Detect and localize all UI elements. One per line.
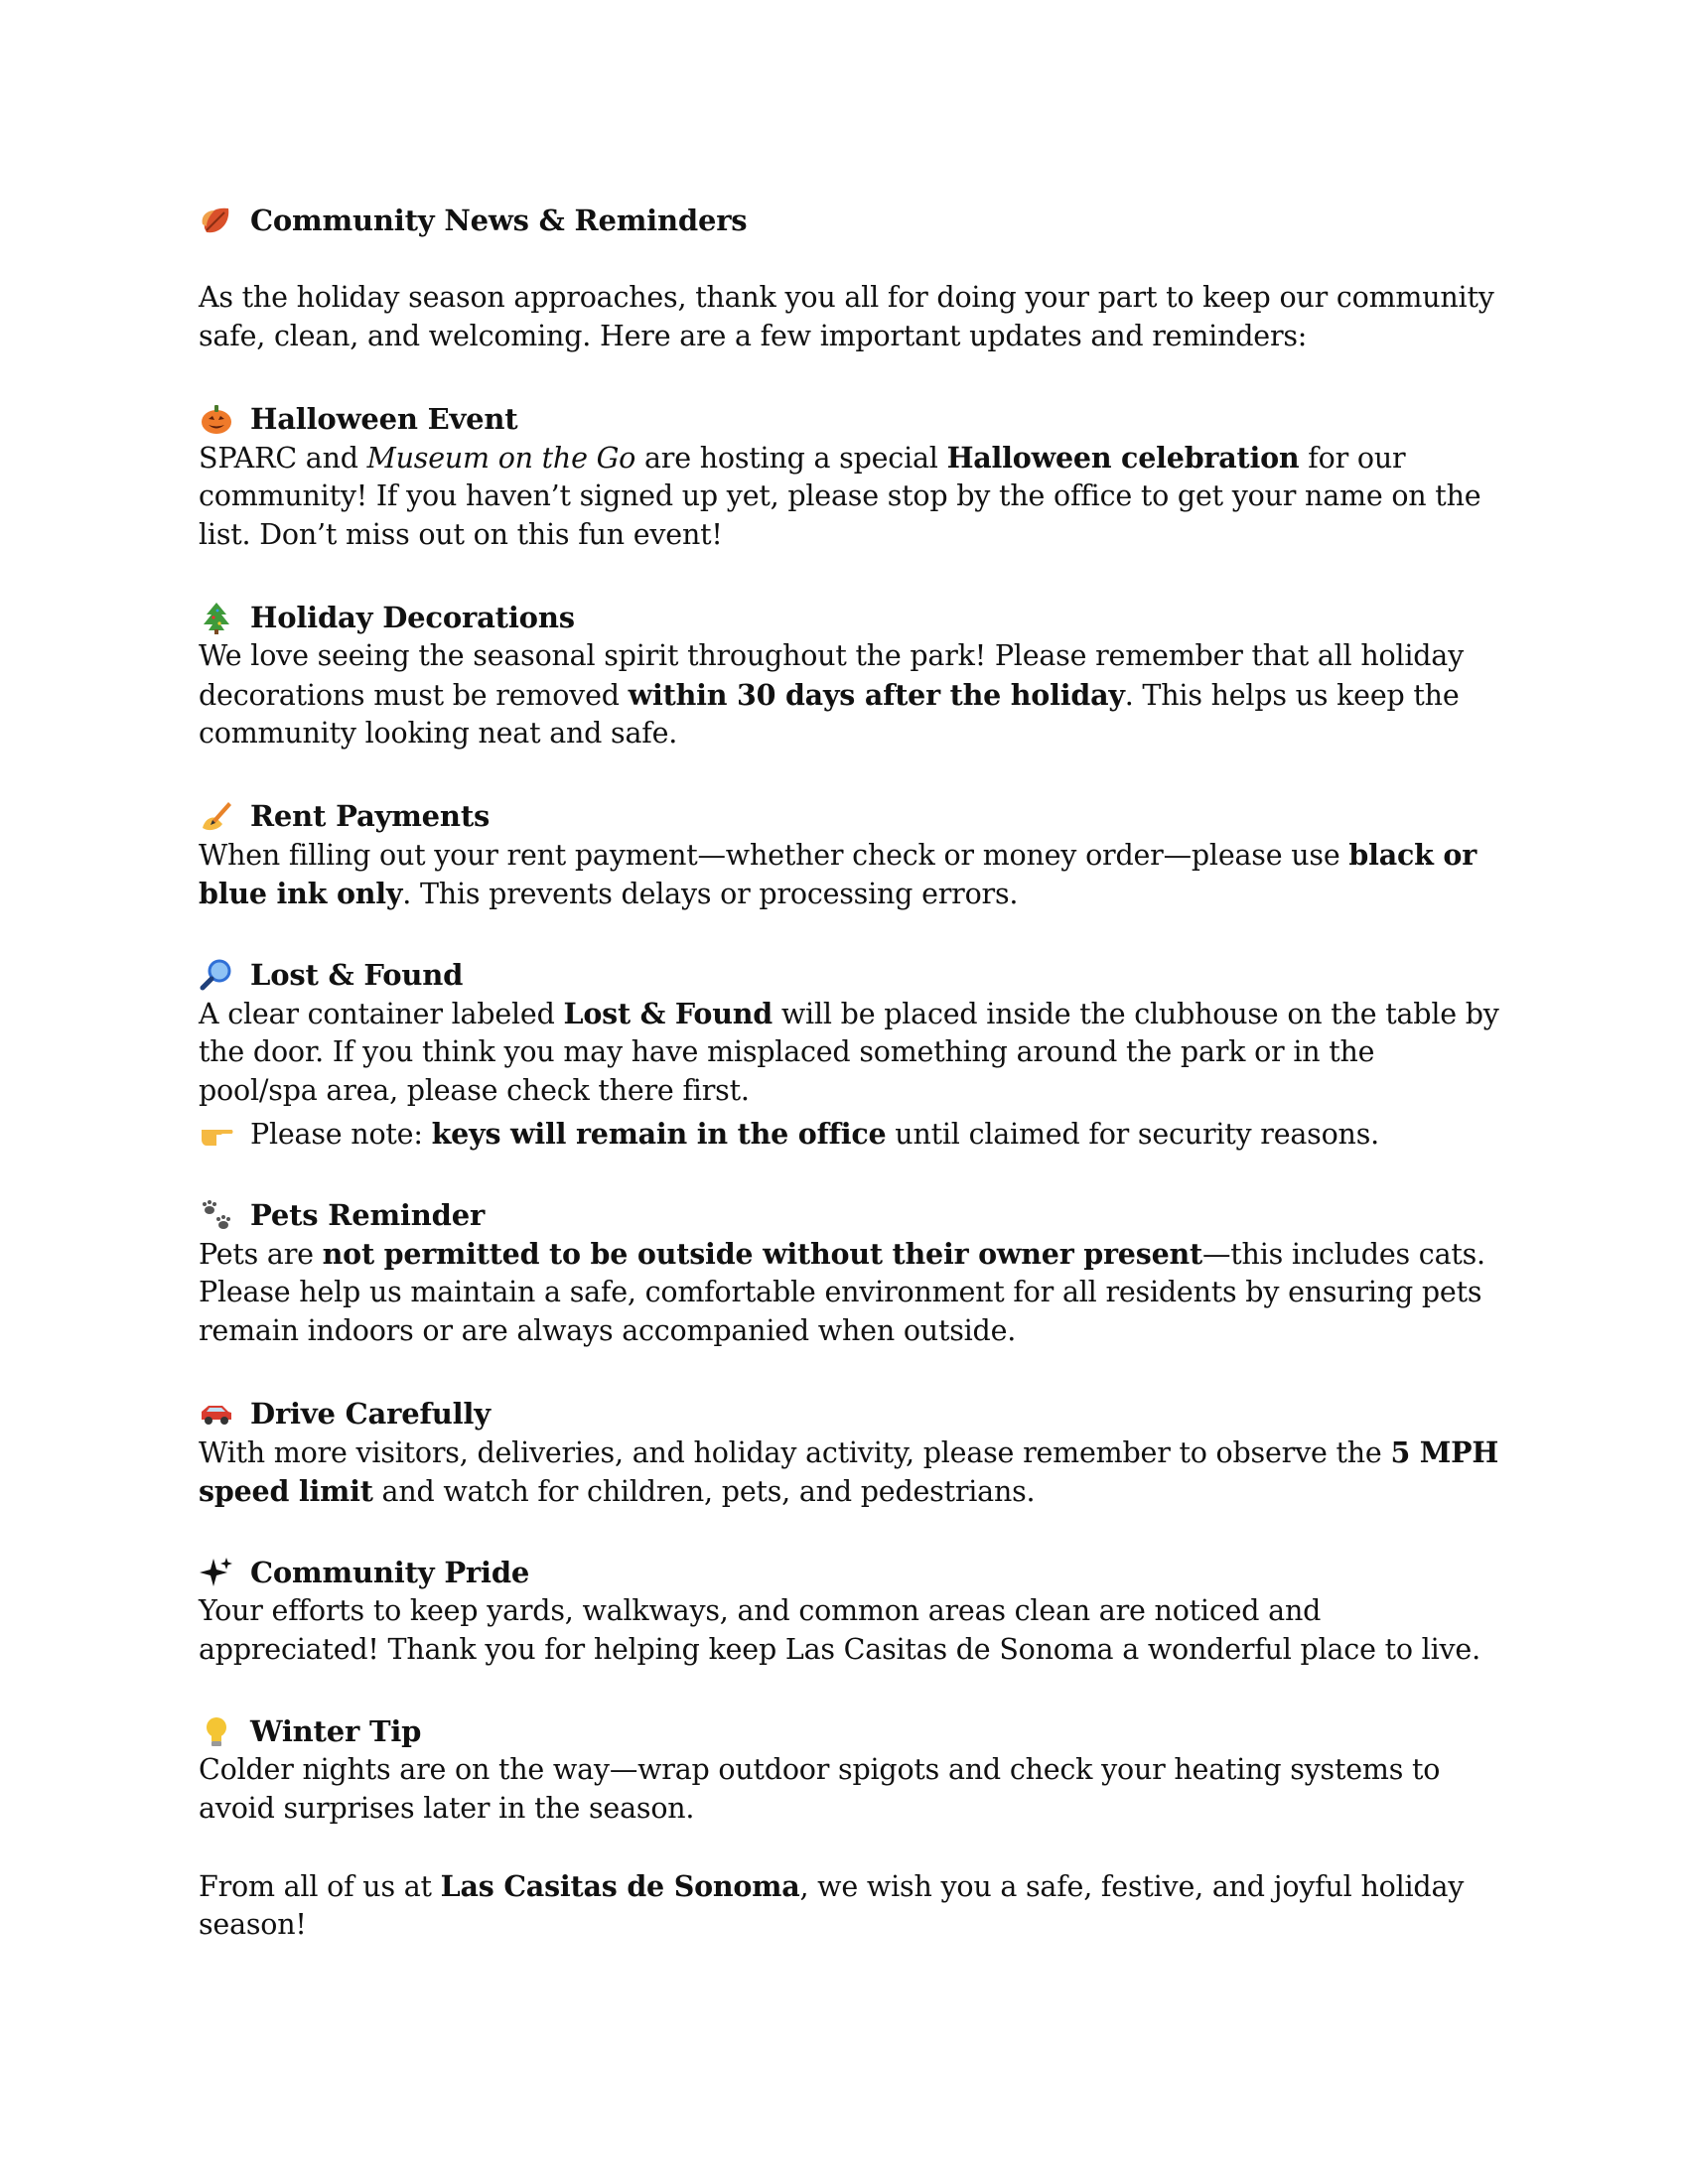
section-heading-decorations: Holiday Decorations <box>199 600 575 635</box>
winter-line-2: avoid surprises later in the season. <box>199 1792 695 1825</box>
section-heading-winter: Winter Tip <box>199 1713 421 1749</box>
rent-line-2: blue ink only. This prevents delays or processing errors. <box>199 877 1019 910</box>
section-heading-rent: Rent Payments <box>199 798 490 834</box>
rent-line-1: When filling out your rent payment—whether check or money order—please use black or <box>199 838 1477 872</box>
pumpkin-icon <box>199 401 234 437</box>
section-heading-halloween: Halloween Event <box>199 401 518 437</box>
closing-line-2: season! <box>199 1908 307 1941</box>
drive-line-2: speed limit and watch for children, pets, and pedestrians. <box>199 1474 1036 1508</box>
section-heading-drive: Drive Carefully <box>199 1396 491 1432</box>
halloween-line-1: SPARC and Museum on the Go are hosting a special Halloween celebration for our <box>199 441 1406 475</box>
autumn-leaf-icon <box>199 203 234 238</box>
closing-line-1: From all of us at Las Casitas de Sonoma, we wish you a safe, festive, and joyful holiday <box>199 1869 1465 1903</box>
writing-hand-icon <box>199 798 234 834</box>
intro-line-2: safe, clean, and welcoming. Here are a few important updates and reminders: <box>199 320 1308 352</box>
decorations-line-3: community looking neat and safe. <box>199 717 678 750</box>
lost-line-1: A clear container labeled Lost & Found will be placed inside the clubhouse on the table by <box>199 997 1499 1030</box>
pets-line-3: remain indoors or are always accompanied when outside. <box>199 1314 1017 1347</box>
halloween-line-2: community! If you haven’t signed up yet, please stop by the office to get your name on the <box>199 479 1481 512</box>
pets-line-1: Pets are not permitted to be outside without their owner present—this includes cats. <box>199 1237 1485 1271</box>
lost-line-2: the door. If you think you may have misplaced something around the park or in the <box>199 1035 1375 1068</box>
sparkles-icon <box>199 1555 234 1590</box>
pride-line-1: Your efforts to keep yards, walkways, and common areas clean are noticed and <box>199 1594 1322 1627</box>
drive-line-1: With more visitors, deliveries, and holiday activity, please remember to observe the 5 MPH <box>199 1435 1499 1469</box>
winter-line-1: Colder nights are on the way—wrap outdoor spigots and check your heating systems to <box>199 1753 1441 1786</box>
lost-line-3: pool/spa area, please check there first. <box>199 1074 750 1107</box>
section-heading-pride: Community Pride <box>199 1555 529 1590</box>
decorations-line-2: decorations must be removed within 30 days after the holiday. This helps us keep the <box>199 678 1460 712</box>
page-title: Community News & Reminders <box>199 203 747 238</box>
decorations-line-1: We love seeing the seasonal spirit throughout the park! Please remember that all holiday <box>199 639 1465 672</box>
section-heading-lost-found: Lost & Found <box>199 957 463 993</box>
pointing-hand-icon <box>199 1116 234 1152</box>
section-heading-pets: Pets Reminder <box>199 1197 485 1233</box>
car-icon <box>199 1396 234 1432</box>
pride-line-2: appreciated! Thank you for helping keep Las Casitas de Sonoma a wonderful place to live. <box>199 1633 1480 1666</box>
halloween-line-3: list. Don’t miss out on this fun event! <box>199 518 723 551</box>
christmas-tree-icon <box>199 600 234 635</box>
light-bulb-icon <box>199 1713 234 1749</box>
lost-note-line: Please note: keys will remain in the office until claimed for security reasons. <box>199 1116 1379 1153</box>
paw-prints-icon <box>199 1197 234 1233</box>
pets-line-2: Please help us maintain a safe, comfortable environment for all residents by ensuring pets <box>199 1276 1482 1308</box>
intro-line-1: As the holiday season approaches, thank you all for doing your part to keep our community <box>199 281 1494 314</box>
magnifying-glass-icon <box>199 957 234 993</box>
